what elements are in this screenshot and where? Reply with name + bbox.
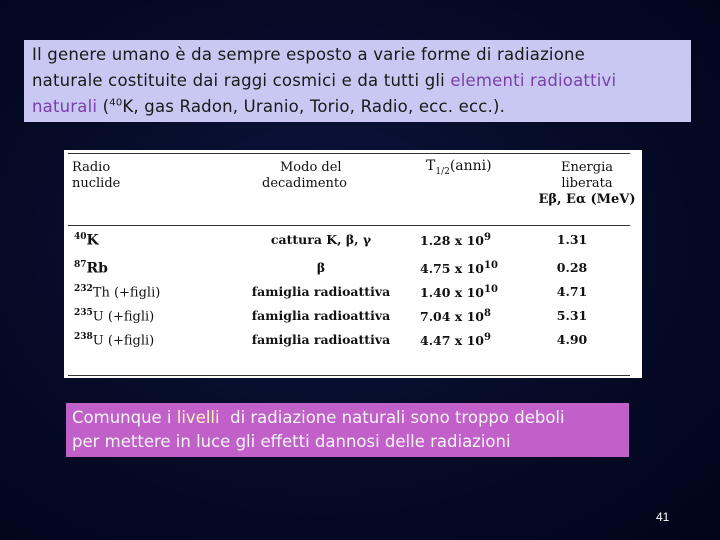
- table-row: [64, 258, 642, 281]
- row-decay-mode: famiglia radioattiva: [251, 308, 391, 323]
- table-row: [64, 282, 642, 305]
- header-energy-l1: Energia: [561, 160, 613, 175]
- intro-line-2-text: naturale costituite dai raggi cosmici e da tutti gli: [32, 71, 451, 90]
- intro-paren-open: (: [97, 97, 110, 116]
- header-radionuclide-l1: Radio: [72, 160, 111, 175]
- half-life-exponent: 10: [484, 284, 498, 295]
- header-energy: [532, 160, 642, 208]
- row-energy: 1.31: [556, 232, 588, 247]
- intro-line-1: Il genere umano è da sempre esposto a varie forme di radiazione: [32, 45, 586, 64]
- half-life-base: 4.75 x 10: [420, 261, 484, 277]
- nuclide-mass: 87: [74, 260, 87, 270]
- nuclide-symbol: K: [86, 232, 99, 249]
- row-half-life: [420, 284, 498, 300]
- table-row: [64, 306, 642, 329]
- half-life-exponent: 9: [484, 332, 491, 343]
- row-half-life: [420, 332, 491, 348]
- radionuclide-table: [64, 150, 642, 378]
- note-part-1: Comunque i: [72, 408, 177, 427]
- note-text-box: [66, 403, 629, 457]
- row-half-life: [420, 260, 498, 276]
- nuclide-mass: 40: [74, 232, 87, 242]
- header-half-life-unit: (anni): [449, 158, 492, 174]
- row-decay-mode: famiglia radioattiva: [251, 284, 391, 299]
- half-life-exponent: 9: [484, 232, 491, 243]
- nuclide-mass: 232: [74, 284, 93, 294]
- table-row: [64, 230, 642, 253]
- header-energy-l3: Eβ, Eα (MeV): [538, 192, 636, 207]
- table-row: [64, 330, 642, 353]
- row-decay-mode: famiglia radioattiva: [251, 332, 391, 347]
- intro-line-2: [32, 68, 683, 94]
- row-nuclide: [74, 308, 154, 325]
- table-bottom-rule: [68, 375, 630, 376]
- row-energy: 4.90: [556, 332, 588, 347]
- row-half-life: [420, 232, 491, 248]
- intro-line-3: [32, 94, 683, 120]
- row-decay-mode: β: [316, 260, 326, 275]
- half-life-base: 1.40 x 10: [420, 285, 484, 301]
- header-half-life-t: T: [426, 158, 436, 174]
- nuclide-symbol: U (+figli): [92, 333, 155, 349]
- half-life-base: 1.28 x 10: [420, 233, 484, 249]
- intro-line-3-rest: K, gas Radon, Uranio, Torio, Radio, ecc. ecc.).: [122, 97, 506, 116]
- half-life-exponent: 10: [484, 260, 498, 271]
- header-radionuclide-l2: nuclide: [72, 176, 121, 191]
- header-half-life: [426, 158, 492, 180]
- table-header-rule: [68, 225, 630, 226]
- row-nuclide: [74, 232, 99, 249]
- row-nuclide: [74, 284, 160, 301]
- row-energy: 5.31: [556, 308, 588, 323]
- row-decay-mode: cattura K, β, γ: [270, 232, 372, 247]
- intro-k40-mass: 40: [109, 97, 123, 109]
- page-number: 41: [656, 510, 670, 524]
- header-radionuclide: [72, 160, 120, 192]
- intro-text-box: [24, 40, 691, 122]
- row-half-life: [420, 308, 491, 324]
- nuclide-mass: 238: [74, 332, 93, 342]
- nuclide-symbol: Th (+figli): [92, 285, 161, 301]
- half-life-base: 7.04 x 10: [420, 309, 484, 325]
- half-life-exponent: 8: [484, 308, 491, 319]
- header-decay-mode-l1: Modo del: [280, 160, 342, 175]
- row-energy: 0.28: [556, 260, 588, 275]
- header-half-life-sub: 1/2: [435, 166, 450, 177]
- header-decay-mode-l2: decadimento: [262, 176, 347, 191]
- row-energy: 4.71: [556, 284, 588, 299]
- note-line-2: per mettere in luce gli effetti dannosi delle radiazioni: [72, 432, 511, 451]
- note-highlight-livelli: livelli: [176, 408, 220, 427]
- intro-highlight-elements: elementi radioattivi: [450, 71, 617, 90]
- nuclide-symbol: Rb: [86, 260, 108, 277]
- note-part-2: di radiazione naturali sono troppo deboli: [219, 408, 565, 427]
- nuclide-symbol: U (+figli): [92, 309, 155, 325]
- table-top-rule: [68, 153, 630, 154]
- intro-highlight-naturali: naturali: [32, 97, 98, 116]
- nuclide-mass: 235: [74, 308, 93, 318]
- header-energy-l2: liberata: [561, 176, 613, 191]
- row-nuclide: [74, 332, 154, 349]
- header-decay-mode: [262, 160, 347, 192]
- note-line-1: [72, 406, 623, 430]
- half-life-base: 4.47 x 10: [420, 333, 484, 349]
- row-nuclide: [74, 260, 108, 277]
